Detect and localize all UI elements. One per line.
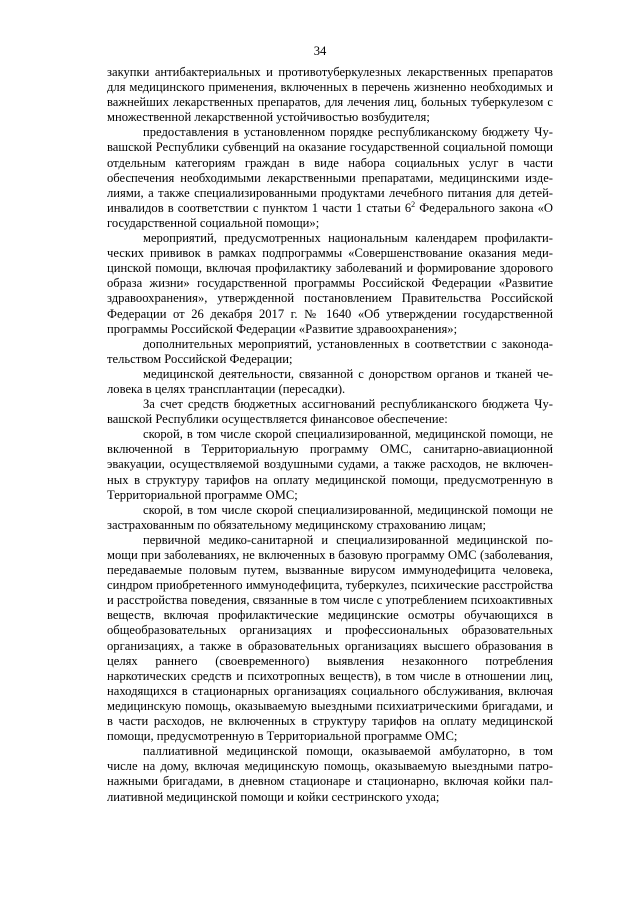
- paragraph-antibacterial-procurement: закупки антибактериальных и противотуберкулезных лекарственных препаратов для медицинского применения, включенных в перечень жизненно необходимых и важнейших лекарственных препаратов, для лечения лиц, больных туберкулезом с множественной лекарственной устойчивостью возбудителя;: [107, 65, 553, 125]
- paragraph-subventions-text: предоставления в установленном порядке республиканскому бюджету Чувашской Республики субвенций на оказание государственной социальной помощи отдельным категориям граждан в виде набора социальных услуг в части обеспечения необходимыми лекарственными препаратами, медицинскими изделиями, а также специализированными продуктами лечебного питания для детей-инвалидов в соответствии с пунктом 1 части 1 статьи 6: [107, 125, 553, 215]
- paragraph-emergency-care: скорой, в том числе скорой специализированной, медицинской помощи, не включенной в Территориальную программу ОМС, санитарно-авиационной эвакуации, осуществляемой воздушными судами, а также расходов, не включенных в структуру тарифов на оплату медицинской помощи, предусмотренную в Территориальной программе ОМС;: [107, 427, 553, 502]
- paragraph-subventions: [107, 125, 553, 231]
- paragraph-primary-care: первичной медико-санитарной и специализированной медицинской помощи при заболеваниях, не включенных в базовую программу ОМС (заболевания, передаваемые половым путем, вызванные вирусом иммунодефицита человека, синдром приобретенного иммунодефицита, туберкулез, психические расстройства и расстройства поведения, связанные в том числе с употреблением психоактивных веществ, включая профилактические медицинские осмотры обучающихся в общеобразовательных организациях и профессиональных образовательных организациях, а также в образовательных организациях высшего образования в целях раннего (своевременного) выявления незаконного потребления наркотических средств и психотропных веществ), в том числе в отношении лиц, находящихся в стационарных организациях социального обслуживания, включая медицинскую помощь, оказываемую выездными психиатрическими бригадами, и в части расходов, не включенных в структуру тарифов на оплату медицинской помощи, предусмотренную в Территориальной программе ОМС;: [107, 532, 553, 744]
- document-body: [107, 65, 553, 805]
- paragraph-transplantation: медицинской деятельности, связанной с донорством органов и тканей человека в целях трансплантации (пересадки).: [107, 366, 553, 396]
- article-superscript: 2: [411, 199, 416, 209]
- paragraph-uninsured-emergency: скорой, в том числе скорой специализированной, медицинской помощи не застрахованным по обязательному медицинскому страхованию лицам;: [107, 502, 553, 532]
- page-number: 34: [313, 44, 327, 58]
- paragraph-palliative-care: паллиативной медицинской помощи, оказываемой амбулаторно, в том числе на дому, включая медицинскую помощь, оказываемую выездными патронажными бригадами, в дневном стационаре и стационарно, включая койки паллиативной медицинской помощи и койки сестринского ухода;: [107, 744, 553, 804]
- paragraph-vaccination-calendar: мероприятий, предусмотренных национальным календарем профилактических прививок в рамках подпрограммы «Совершенствование оказания медицинской помощи, включая профилактику заболеваний и формирование здорового образа жизни» государственной программы Российской Федерации «Развитие здравоохранения», утвержденной постановлением Правительства Российской Федерации от 26 декабря 2017 г. № 1640 «Об утверждении государственной программы Российской Федерации «Развитие здравоохранения»;: [107, 231, 553, 336]
- paragraph-additional-measures: дополнительных мероприятий, установленных в соответствии с законодательством Российской Федерации;: [107, 336, 553, 366]
- paragraph-subventions-tail: Федерального закона «О государственной социальной помощи»;: [107, 200, 553, 230]
- paragraph-budget-funding: За счет средств бюджетных ассигнований республиканского бюджета Чувашской Республики осуществляется финансовое обеспечение:: [107, 397, 553, 427]
